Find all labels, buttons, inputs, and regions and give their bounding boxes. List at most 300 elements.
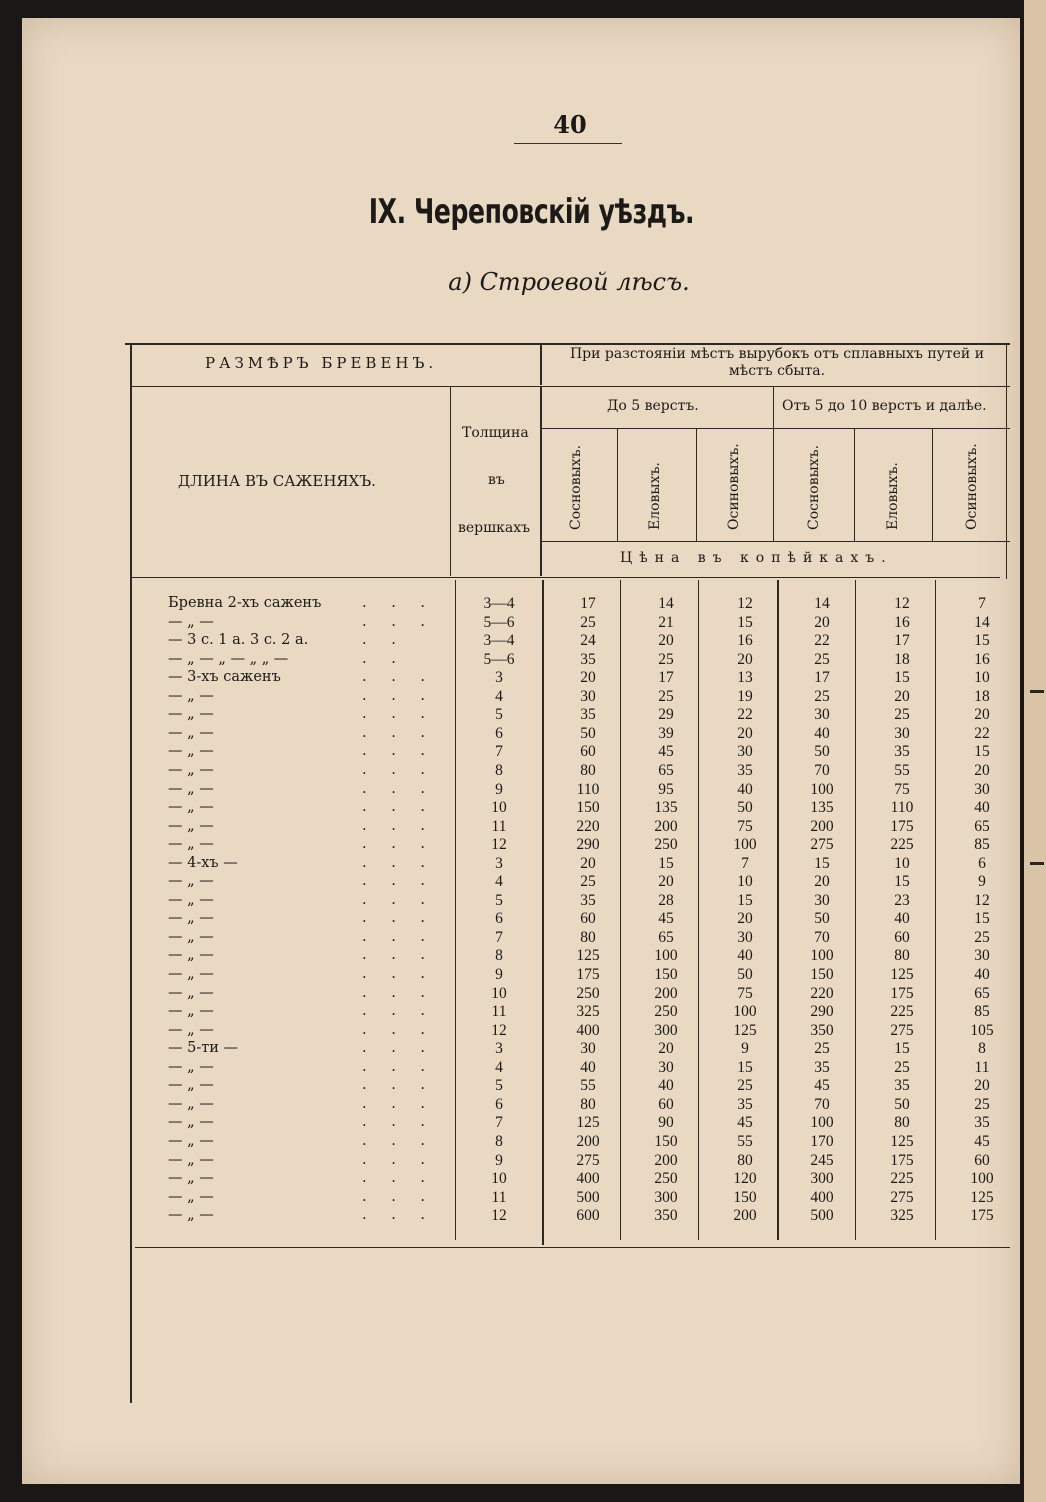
price-cell: 400 xyxy=(576,1021,600,1039)
table-row xyxy=(0,595,1046,614)
price-cell: 30 xyxy=(974,780,990,798)
price-cell: 290 xyxy=(810,1003,834,1021)
price-cell: 100 xyxy=(810,780,834,798)
price-cell: 50 xyxy=(737,799,753,817)
price-cell: 50 xyxy=(894,1095,910,1113)
price-cell: 45 xyxy=(737,1114,753,1132)
price-cell: 350 xyxy=(654,1207,678,1225)
price-cell: 29 xyxy=(658,706,674,724)
price-cell: 22 xyxy=(737,706,753,724)
price-cell: 500 xyxy=(576,1188,600,1206)
table-row xyxy=(0,929,1046,948)
price-cell: 10 xyxy=(894,854,910,872)
price-cell: 45 xyxy=(974,1132,990,1150)
price-cell: 75 xyxy=(737,984,753,1002)
thickness-cell: 4 xyxy=(495,687,503,705)
table-row xyxy=(0,1114,1046,1133)
price-cell: 30 xyxy=(974,947,990,965)
price-cell: 275 xyxy=(810,836,834,854)
thickness-cell: 5—6 xyxy=(483,650,515,668)
row-label: — „ — xyxy=(168,910,214,927)
price-cell: 150 xyxy=(654,1132,678,1150)
price-cell: 100 xyxy=(733,836,757,854)
price-cell: 30 xyxy=(737,928,753,946)
price-cell: 23 xyxy=(894,891,910,909)
row-label: — 3-хъ саженъ xyxy=(168,669,281,686)
price-cell: 250 xyxy=(654,836,678,854)
price-cell: 150 xyxy=(654,966,678,983)
price-cell: 22 xyxy=(814,632,830,650)
wood-col-rule xyxy=(854,428,855,541)
table-bottom-rule xyxy=(135,1247,1010,1248)
price-cell: 290 xyxy=(576,836,600,854)
price-cell: 15 xyxy=(894,1040,910,1058)
price-cell: 35 xyxy=(894,1077,910,1095)
price-cell: 17 xyxy=(814,669,830,687)
table-row xyxy=(0,669,1046,688)
price-cell: 135 xyxy=(654,799,678,817)
leader-dots: . . . xyxy=(362,1114,436,1131)
price-cell: 150 xyxy=(810,966,834,983)
price-cell: 30 xyxy=(658,1058,674,1076)
price-cell: 65 xyxy=(974,817,990,835)
price-cell: 6 xyxy=(978,854,986,872)
price-cell: 350 xyxy=(810,1021,834,1039)
price-cell: 60 xyxy=(580,910,596,928)
thickness-cell: 5 xyxy=(495,891,503,909)
price-cell: 15 xyxy=(894,873,910,891)
thickness-cell: 3 xyxy=(495,1040,503,1058)
price-cell: 25 xyxy=(974,1095,990,1113)
price-cell: 35 xyxy=(580,706,596,724)
price-cell: 65 xyxy=(658,928,674,946)
table-row xyxy=(0,1133,1046,1152)
wood-header-spruce: Еловыхъ. xyxy=(885,462,901,530)
price-cell: 20 xyxy=(658,632,674,650)
wood-header-aspen: Осиновыхъ. xyxy=(964,443,980,530)
price-cell: 600 xyxy=(576,1207,600,1225)
price-cell: 150 xyxy=(576,799,600,817)
leader-dots: . . . xyxy=(362,1003,436,1020)
row-label: — „ — xyxy=(168,799,214,816)
table-row xyxy=(0,1040,1046,1059)
wood-col-rule xyxy=(696,428,697,541)
price-cell: 14 xyxy=(974,613,990,631)
price-cell: 12 xyxy=(894,595,910,612)
thickness-cell: 10 xyxy=(491,799,507,817)
leader-dots: . . . xyxy=(362,1095,436,1112)
group-divider xyxy=(773,386,774,541)
thickness-col-rule xyxy=(540,386,542,576)
table-row xyxy=(0,1059,1046,1078)
price-cell: 20 xyxy=(974,706,990,724)
price-cell: 20 xyxy=(580,854,596,872)
table-row xyxy=(0,725,1046,744)
price-cell: 100 xyxy=(810,947,834,965)
price-cell: 20 xyxy=(894,687,910,705)
price-cell: 200 xyxy=(654,984,678,1002)
price-cell: 15 xyxy=(974,910,990,928)
price-cell: 200 xyxy=(654,1151,678,1169)
price-cell: 125 xyxy=(890,966,914,983)
price-header: Цѣна въ копѣйкахъ. xyxy=(620,550,893,566)
price-cell: 55 xyxy=(580,1077,596,1095)
price-cell: 170 xyxy=(810,1132,834,1150)
price-cell: 14 xyxy=(814,595,830,612)
price-cell: 245 xyxy=(810,1151,834,1169)
price-cell: 225 xyxy=(890,1170,914,1188)
price-cell: 80 xyxy=(737,1151,753,1169)
thickness-cell: 11 xyxy=(491,817,507,835)
price-cell: 55 xyxy=(894,761,910,779)
price-cell: 7 xyxy=(978,595,986,612)
price-cell: 50 xyxy=(580,724,596,742)
row-label: — „ — xyxy=(168,984,214,1001)
row-label: — „ — „ — „ „ — xyxy=(168,650,289,667)
header-rule xyxy=(540,428,1010,429)
price-cell: 225 xyxy=(890,836,914,854)
price-cell: 135 xyxy=(810,799,834,817)
row-label: — „ — xyxy=(168,836,214,853)
price-cell: 16 xyxy=(974,650,990,668)
leader-dots: . . . xyxy=(362,1021,436,1038)
thickness-header: въ xyxy=(488,472,505,488)
wood-col-rule xyxy=(932,428,933,541)
table-row xyxy=(0,632,1046,651)
price-cell: 275 xyxy=(890,1188,914,1206)
price-cell: 11 xyxy=(974,1058,990,1076)
price-cell: 25 xyxy=(580,873,596,891)
price-cell: 500 xyxy=(810,1207,834,1225)
price-cell: 20 xyxy=(814,873,830,891)
leader-dots: . . . xyxy=(362,1151,436,1168)
thickness-cell: 12 xyxy=(491,836,507,854)
price-cell: 20 xyxy=(974,761,990,779)
price-cell: 125 xyxy=(890,1132,914,1150)
price-cell: 75 xyxy=(894,780,910,798)
price-cell: 35 xyxy=(737,1095,753,1113)
price-cell: 35 xyxy=(814,1058,830,1076)
table-row xyxy=(0,762,1046,781)
thickness-cell: 11 xyxy=(491,1188,507,1206)
price-cell: 16 xyxy=(894,613,910,631)
row-label: — „ — xyxy=(168,724,214,741)
price-cell: 35 xyxy=(894,743,910,761)
leader-dots: . . . xyxy=(362,724,436,741)
price-cell: 20 xyxy=(737,650,753,668)
row-label: — „ — xyxy=(168,743,214,760)
price-cell: 70 xyxy=(814,761,830,779)
price-cell: 25 xyxy=(737,1077,753,1095)
table-row xyxy=(0,688,1046,707)
thickness-cell: 3 xyxy=(495,669,503,687)
header-rule xyxy=(130,386,1010,387)
table-row xyxy=(0,1152,1046,1171)
thickness-cell: 12 xyxy=(491,1021,507,1039)
leader-dots: . . . xyxy=(362,669,436,686)
leader-dots: . . . xyxy=(362,1188,436,1205)
row-label: Бревна 2-хъ саженъ xyxy=(168,595,322,611)
price-cell: 30 xyxy=(814,891,830,909)
price-cell: 95 xyxy=(658,780,674,798)
wood-header-pine: Сосновыхъ. xyxy=(806,444,822,530)
price-cell: 175 xyxy=(970,1207,994,1225)
page-number: 40 xyxy=(553,110,587,139)
table-row xyxy=(0,706,1046,725)
thickness-col-rule xyxy=(450,386,451,576)
price-cell: 30 xyxy=(580,687,596,705)
price-cell: 40 xyxy=(737,947,753,965)
leader-dots: . . . xyxy=(362,613,436,630)
price-cell: 125 xyxy=(970,1188,994,1206)
wood-header-aspen: Осиновыхъ. xyxy=(726,443,742,530)
price-cell: 150 xyxy=(733,1188,757,1206)
section-subtitle: а) Строевой лѣсъ. xyxy=(448,268,690,296)
price-cell: 40 xyxy=(974,966,990,983)
price-cell: 125 xyxy=(576,947,600,965)
table-row xyxy=(0,985,1046,1004)
table-row xyxy=(0,1003,1046,1022)
thickness-cell: 6 xyxy=(495,1095,503,1113)
price-cell: 15 xyxy=(658,854,674,872)
row-label: — „ — xyxy=(168,928,214,945)
leader-dots: . . . xyxy=(362,706,436,723)
price-cell: 40 xyxy=(580,1058,596,1076)
row-label: — „ — xyxy=(168,761,214,778)
price-cell: 25 xyxy=(658,650,674,668)
price-cell: 14 xyxy=(658,595,674,612)
table-row xyxy=(0,873,1046,892)
price-cell: 400 xyxy=(810,1188,834,1206)
price-cell: 20 xyxy=(658,873,674,891)
price-cell: 80 xyxy=(580,928,596,946)
row-label: — „ — xyxy=(168,780,214,797)
price-cell: 20 xyxy=(737,724,753,742)
page-title: IX. Череповскій уѣздъ. xyxy=(368,192,695,232)
price-cell: 300 xyxy=(810,1170,834,1188)
price-cell: 100 xyxy=(654,947,678,965)
thickness-cell: 7 xyxy=(495,928,503,946)
price-cell: 19 xyxy=(737,687,753,705)
price-cell: 50 xyxy=(814,743,830,761)
price-cell: 220 xyxy=(576,817,600,835)
thickness-cell: 11 xyxy=(491,1003,507,1021)
price-cell: 325 xyxy=(576,1003,600,1021)
price-cell: 13 xyxy=(737,669,753,687)
price-cell: 70 xyxy=(814,1095,830,1113)
price-cell: 45 xyxy=(658,743,674,761)
price-cell: 70 xyxy=(814,928,830,946)
price-cell: 35 xyxy=(737,761,753,779)
price-cell: 200 xyxy=(810,817,834,835)
wood-col-rule xyxy=(617,428,618,541)
price-cell: 90 xyxy=(658,1114,674,1132)
price-cell: 25 xyxy=(814,687,830,705)
price-cell: 21 xyxy=(658,613,674,631)
price-cell: 65 xyxy=(658,761,674,779)
thickness-cell: 10 xyxy=(491,1170,507,1188)
row-label: — „ — xyxy=(168,891,214,908)
table-row xyxy=(0,1096,1046,1115)
row-label: — „ — xyxy=(168,613,214,630)
distance-header: При разстояніи мѣстъ вырубокъ отъ сплавныхъ путей и мѣстъ сбыта. xyxy=(569,346,985,379)
wood-header-pine: Сосновыхъ. xyxy=(568,444,584,530)
price-cell: 225 xyxy=(890,1003,914,1021)
price-cell: 35 xyxy=(974,1114,990,1132)
price-cell: 40 xyxy=(814,724,830,742)
price-cell: 30 xyxy=(814,706,830,724)
leader-dots: . . . xyxy=(362,1040,436,1057)
price-cell: 18 xyxy=(974,687,990,705)
thickness-header: вершкахъ xyxy=(458,520,531,536)
table-row xyxy=(0,910,1046,929)
price-cell: 275 xyxy=(890,1021,914,1039)
price-cell: 39 xyxy=(658,724,674,742)
thickness-cell: 8 xyxy=(495,1132,503,1150)
price-cell: 200 xyxy=(654,817,678,835)
price-cell: 20 xyxy=(658,1040,674,1058)
price-cell: 110 xyxy=(576,780,600,798)
price-cell: 25 xyxy=(814,1040,830,1058)
price-cell: 15 xyxy=(737,891,753,909)
price-cell: 17 xyxy=(894,632,910,650)
price-cell: 80 xyxy=(894,947,910,965)
thickness-cell: 7 xyxy=(495,743,503,761)
leader-dots: . . . xyxy=(362,836,436,853)
leader-dots: . . . xyxy=(362,780,436,797)
price-cell: 200 xyxy=(733,1207,757,1225)
leader-dots: . . . xyxy=(362,1207,436,1224)
table-top-rule xyxy=(125,343,1010,345)
page-number-rule xyxy=(514,143,622,144)
price-cell: 250 xyxy=(654,1003,678,1021)
price-cell: 9 xyxy=(978,873,986,891)
price-cell: 7 xyxy=(741,854,749,872)
price-cell: 35 xyxy=(580,650,596,668)
header-divider xyxy=(540,343,542,385)
leader-dots: . . . xyxy=(362,984,436,1001)
leader-dots: . . . xyxy=(362,891,436,908)
price-cell: 15 xyxy=(737,613,753,631)
thickness-cell: 7 xyxy=(495,1114,503,1132)
thickness-cell: 8 xyxy=(495,761,503,779)
price-cell: 25 xyxy=(894,1058,910,1076)
row-label: — „ — xyxy=(168,1058,214,1075)
thickness-cell: 6 xyxy=(495,910,503,928)
length-header: ДЛИНА ВЪ САЖЕНЯХЪ. xyxy=(178,472,376,490)
leader-dots: . . xyxy=(362,650,406,667)
price-cell: 25 xyxy=(894,706,910,724)
wood-header-spruce: Еловыхъ. xyxy=(647,462,663,530)
thickness-cell: 3 xyxy=(495,854,503,872)
table-row xyxy=(0,966,1046,985)
price-cell: 8 xyxy=(978,1040,986,1058)
leader-dots: . . . xyxy=(362,743,436,760)
price-cell: 60 xyxy=(974,1151,990,1169)
price-cell: 20 xyxy=(974,1077,990,1095)
price-cell: 40 xyxy=(658,1077,674,1095)
near-header: До 5 верстъ. xyxy=(607,398,699,414)
price-cell: 40 xyxy=(974,799,990,817)
row-label: — 4-хъ — xyxy=(168,854,238,871)
price-cell: 120 xyxy=(733,1170,757,1188)
thickness-cell: 3—4 xyxy=(483,632,515,650)
price-cell: 17 xyxy=(658,669,674,687)
price-cell: 50 xyxy=(814,910,830,928)
price-cell: 220 xyxy=(810,984,834,1002)
price-cell: 30 xyxy=(894,724,910,742)
thickness-cell: 5 xyxy=(495,706,503,724)
table-row xyxy=(0,1077,1046,1096)
leader-dots: . . . xyxy=(362,873,436,890)
price-cell: 18 xyxy=(894,650,910,668)
size-header: РАЗМѢРЪ БРЕВЕНЪ. xyxy=(205,354,438,372)
price-cell: 125 xyxy=(733,1021,757,1039)
price-cell: 10 xyxy=(737,873,753,891)
leader-dots: . . . xyxy=(362,910,436,927)
price-cell: 30 xyxy=(580,1040,596,1058)
row-label: — 5-ти — xyxy=(168,1040,239,1057)
row-label: — „ — xyxy=(168,1077,214,1094)
thickness-cell: 6 xyxy=(495,724,503,742)
price-cell: 275 xyxy=(576,1151,600,1169)
thickness-header: Толщина xyxy=(462,425,529,441)
table-row xyxy=(0,836,1046,855)
leader-dots: . . . xyxy=(362,947,436,964)
row-label: — „ — xyxy=(168,1114,214,1131)
price-cell: 28 xyxy=(658,891,674,909)
price-cell: 45 xyxy=(658,910,674,928)
price-cell: 300 xyxy=(654,1188,678,1206)
price-cell: 40 xyxy=(737,780,753,798)
price-cell: 55 xyxy=(737,1132,753,1150)
row-label: — „ — xyxy=(168,706,214,723)
thickness-cell: 9 xyxy=(495,1151,503,1169)
price-cell: 105 xyxy=(970,1021,994,1039)
price-cell: 10 xyxy=(974,669,990,687)
price-cell: 50 xyxy=(737,966,753,983)
price-cell: 250 xyxy=(576,984,600,1002)
thickness-cell: 12 xyxy=(491,1207,507,1225)
row-label: — „ — xyxy=(168,1170,214,1187)
header-bottom-rule xyxy=(130,577,1000,578)
price-cell: 45 xyxy=(814,1077,830,1095)
row-label: — „ — xyxy=(168,687,214,704)
table-row xyxy=(0,818,1046,837)
price-cell: 80 xyxy=(580,1095,596,1113)
leader-dots: . . . xyxy=(362,1058,436,1075)
row-label: — „ — xyxy=(168,1003,214,1020)
price-cell: 12 xyxy=(737,595,753,612)
price-cell: 80 xyxy=(580,761,596,779)
price-cell: 24 xyxy=(580,632,596,650)
thickness-cell: 3—4 xyxy=(483,595,515,612)
leader-dots: . . . xyxy=(362,687,436,704)
price-cell: 175 xyxy=(890,984,914,1002)
thickness-cell: 10 xyxy=(491,984,507,1002)
row-label: — „ — xyxy=(168,873,214,890)
thickness-cell: 8 xyxy=(495,947,503,965)
leader-dots: . . . xyxy=(362,854,436,871)
thickness-cell: 4 xyxy=(495,873,503,891)
table-row xyxy=(0,651,1046,670)
price-cell: 65 xyxy=(974,984,990,1002)
price-cell: 15 xyxy=(974,743,990,761)
price-cell: 175 xyxy=(890,1151,914,1169)
price-cell: 25 xyxy=(814,650,830,668)
table-row xyxy=(0,614,1046,633)
leader-dots: . . . xyxy=(362,1170,436,1187)
